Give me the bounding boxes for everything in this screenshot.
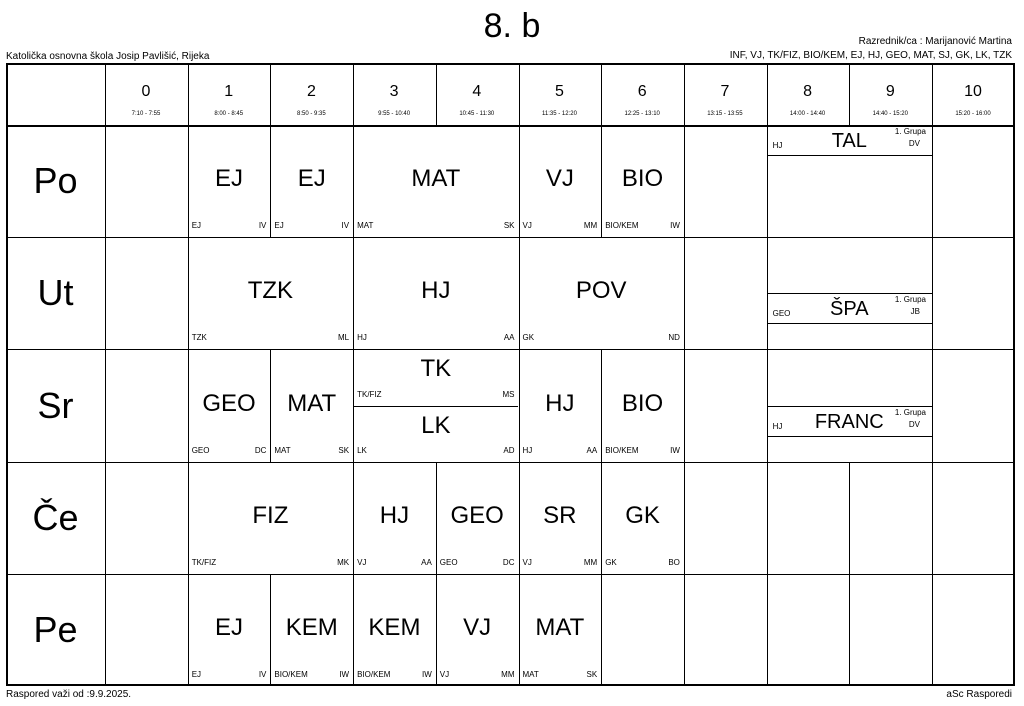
lesson-subject: MAT [287, 389, 337, 417]
lesson-group: TK/FIZ [357, 389, 382, 399]
homeroom-teacher: Razrednik/ca : Marijanović Martina [858, 36, 1012, 47]
valid-from: Raspored važi od :9.9.2025. [6, 689, 132, 700]
day-label: Če [32, 496, 79, 538]
group-separator [767, 406, 932, 407]
group-subject: ŠPA [830, 298, 869, 321]
column-separator [684, 349, 685, 461]
lesson-group: HJ [522, 445, 533, 455]
lesson-teacher: ML [337, 333, 350, 343]
lesson-subject: MAT [535, 613, 585, 641]
period-time: 10:45 - 11:30 [459, 111, 495, 117]
lesson-group: TZK [191, 333, 207, 343]
lesson-group: MAT [357, 221, 374, 231]
lesson-subject: FIZ [252, 501, 289, 529]
lesson-group: BIO/KEM [605, 445, 639, 455]
lesson-subject: EJ [215, 613, 244, 641]
lesson-subject: MAT [411, 165, 461, 193]
column-separator [684, 237, 685, 349]
day-label: Pe [33, 608, 78, 650]
column-separator [767, 574, 768, 686]
column-separator [932, 574, 933, 686]
lesson-group: EJ [191, 670, 202, 679]
lesson-group: GEO [439, 557, 458, 567]
lesson-subject: HJ [545, 389, 575, 417]
grid-border-right [1013, 63, 1015, 686]
lesson-teacher: IV [258, 670, 267, 679]
lesson-group: MAT [522, 670, 539, 679]
lesson-subject: GK [625, 501, 660, 529]
period-number: 2 [306, 83, 316, 100]
lesson-subject: GEO [202, 389, 256, 417]
column-separator [684, 574, 685, 686]
lesson-group: GEO [191, 445, 210, 455]
lesson-teacher: BO [668, 557, 680, 567]
lesson-subject: BIO [621, 165, 664, 193]
lesson-teacher: IV [258, 221, 267, 231]
lesson-group: TK/FIZ [191, 557, 217, 567]
lesson-subject: EJ [297, 165, 326, 193]
group-room: HJ [772, 421, 783, 431]
day-label: Ut [37, 272, 74, 314]
lesson-teacher: IW [670, 221, 680, 231]
period-number: 0 [141, 83, 151, 100]
column-separator [684, 125, 685, 237]
group-room: HJ [772, 141, 783, 150]
column-separator [849, 574, 850, 686]
group-subject: FRANC [814, 410, 884, 433]
lesson-subject: TK [420, 355, 452, 383]
period-number: 9 [885, 83, 895, 100]
period-time: 9:55 - 10:40 [378, 111, 411, 117]
lesson-teacher: MM [583, 221, 598, 231]
split-separator [353, 406, 518, 407]
lesson-teacher: MK [337, 557, 350, 567]
group-label: 1. Grupa [894, 295, 926, 305]
lesson-group: EJ [191, 221, 202, 231]
column-separator [932, 125, 933, 237]
column-separator [849, 462, 850, 574]
group-teacher: DV [908, 419, 920, 429]
lesson-subject: VJ [463, 613, 492, 641]
lesson-group: BIO/KEM [357, 670, 391, 679]
column-separator [105, 63, 106, 686]
lesson-subject: GEO [450, 501, 504, 529]
group-separator [767, 293, 932, 294]
lesson-teacher: MS [502, 389, 515, 399]
lesson-group: GK [605, 557, 617, 567]
period-time: 12:25 - 13:10 [624, 111, 660, 117]
period-time: 11:35 - 12:20 [542, 111, 577, 117]
grid-border-bottom [6, 684, 1015, 686]
lesson-group: VJ [439, 670, 450, 679]
lesson-teacher: IV [341, 221, 350, 231]
lesson-group: GK [522, 333, 535, 343]
period-time: 14:00 - 14:40 [789, 111, 826, 117]
period-number: 10 [964, 83, 982, 100]
lesson-subject: HJ [421, 277, 451, 305]
lesson-teacher: DC [254, 445, 267, 455]
lesson-group: VJ [522, 221, 532, 231]
lesson-subject: SR [543, 501, 577, 529]
row-separator [6, 237, 1015, 238]
page-title: 8. b [483, 7, 541, 45]
row-separator [6, 349, 1015, 350]
lesson-teacher: DC [502, 557, 515, 567]
group-separator [767, 155, 932, 156]
lesson-group: LK [357, 445, 367, 455]
period-number: 4 [472, 83, 482, 100]
period-number: 7 [720, 83, 730, 100]
lesson-teacher: AA [503, 333, 515, 343]
lesson-group: EJ [274, 221, 284, 231]
grid-border-top [6, 63, 1015, 65]
lesson-teacher: IW [422, 670, 432, 679]
period-number: 6 [637, 83, 647, 100]
lesson-subject: KEM [368, 613, 421, 641]
group-separator [767, 436, 932, 437]
period-time: 13:15 - 13:55 [707, 111, 743, 117]
period-time: 14:40 - 15:20 [872, 111, 908, 117]
lesson-teacher: SK [503, 221, 515, 231]
column-separator [684, 462, 685, 574]
lesson-group: BIO/KEM [605, 221, 639, 231]
period-time: 8:00 - 8:45 [214, 111, 244, 117]
lesson-subject: POV [575, 277, 627, 305]
lesson-teacher: AA [586, 445, 598, 455]
lesson-teacher: AD [503, 445, 515, 455]
day-label: Sr [37, 384, 74, 426]
group-teacher: JB [910, 307, 920, 317]
lesson-subject: LK [421, 411, 451, 439]
lesson-teacher: AA [421, 557, 432, 567]
school-name: Katolička osnovna škola Josip Pavlišić, Rijeka [6, 51, 210, 62]
lesson-teacher: IW [670, 445, 680, 455]
period-number: 5 [555, 83, 564, 100]
row-separator [6, 462, 1015, 463]
day-label: Po [33, 160, 78, 202]
timetable-grid [6, 63, 1015, 686]
lesson-subject: KEM [285, 613, 338, 641]
lesson-subject: EJ [215, 165, 244, 193]
period-number: 3 [389, 83, 399, 100]
lesson-group: VJ [357, 557, 367, 567]
subject-list: INF, VJ, TK/FIZ, BIO/KEM, EJ, HJ, GEO, MAT, SJ, GK, LK, TZK [729, 50, 1012, 61]
lesson-subject: TZK [247, 277, 294, 305]
lesson-teacher: SK [586, 670, 598, 679]
lesson-teacher: IW [339, 670, 350, 679]
lesson-subject: BIO [621, 389, 664, 417]
row-separator [6, 574, 1015, 575]
column-separator [767, 462, 768, 574]
column-separator [932, 349, 933, 461]
period-time: 8:50 - 9:35 [297, 111, 326, 117]
lesson-teacher: ND [668, 333, 680, 343]
generator-brand: aSc Rasporedi [946, 689, 1012, 700]
group-label: 1. Grupa [894, 407, 926, 417]
lesson-teacher: SK [338, 445, 350, 455]
group-separator [767, 323, 932, 324]
column-separator [932, 237, 933, 349]
column-separator [932, 462, 933, 574]
lesson-teacher: MM [583, 557, 598, 567]
lesson-teacher: MM [501, 670, 515, 679]
lesson-group: HJ [357, 333, 367, 343]
lesson-group: VJ [522, 557, 532, 567]
lesson-subject: HJ [379, 501, 410, 529]
period-number: 8 [803, 83, 813, 100]
grid-border-left [6, 63, 8, 686]
period-number: 1 [224, 83, 234, 100]
period-time: 7:10 - 7:55 [131, 111, 161, 117]
lesson-group: BIO/KEM [274, 670, 308, 679]
group-subject: TAL [831, 130, 867, 152]
group-room: GEO [772, 309, 791, 319]
lesson-group: MAT [274, 445, 291, 455]
column-separator [601, 574, 602, 686]
group-teacher: DV [908, 139, 920, 148]
group-label: 1. Grupa [894, 127, 926, 136]
period-time: 15:20 - 16:00 [955, 111, 991, 117]
lesson-subject: VJ [545, 165, 574, 193]
